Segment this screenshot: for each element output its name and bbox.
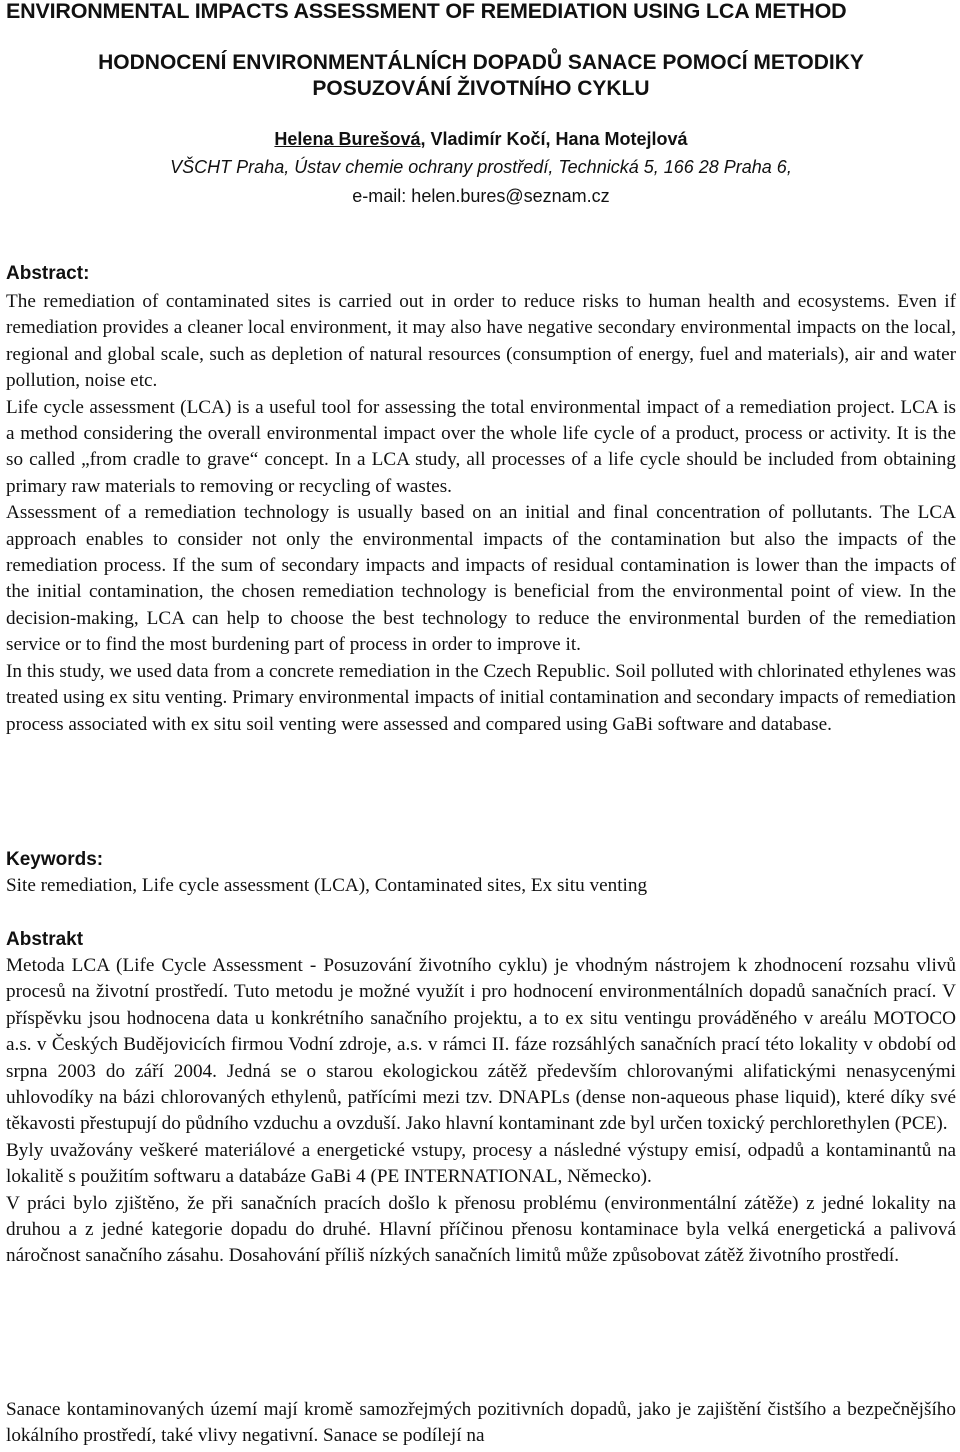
abstrakt-paragraph-1: Metoda LCA (Life Cycle Assessment - Posuzování životního cyklu) je vhodným nástrojem k zhodnocení rozsahu vlivů procesů na životní prostředí. Tuto metodu je možné využít i pro hodnocení environmentálních dopadů sanačních prací. V příspěvku jsou hodnocena data u konkrétního sanačního projektu, a to ex situ ventingu prováděného v areálu MOTOCO a.s. v Českých Budějovicích firmou Vodní zdroje, a.s. v rámci II. fáze rozsáhlých sanačních prací této lokality v období od srpna 2003 do září 2004. Jedná se o starou ekologickou zátěž především chlorovanými alifatickými nenasycenými uhlovodíky na bázi chlorovaných ethylenů, patřícími mezi tzv. DNAPLs (dense non-aqueous phase liquid), které díky své těkavosti přestupují do půdního vzduchu a ovzduší. Jako hlavní kontaminant zde byl určen toxický perchlorethylen (PCE).	[6, 955, 956, 1135]
affiliation: VŠCHT Praha, Ústav chemie ochrany prostředí, Technická 5, 166 28 Praha 6,	[170, 157, 792, 177]
co-authors: , Vladimír Kočí, Hana Motejlová	[420, 129, 688, 149]
abstract-paragraph-1: The remediation of contaminated sites is carried out in order to reduce risks to human health and ecosystems. Even if remediation provides a cleaner local environment, it may also have negative secondary environmental impacts on the local, regional and global scale, such as depletion of natural resources (consumption of energy, fuel and materials), air and water pollution, noise etc.	[6, 291, 956, 392]
abstrakt-paragraph-3: V práci bylo zjištěno, že při sanačních pracích došlo k přenosu problému (environmentální zátěže) z jedné lokality na druhou a z jedné kategorie dopadu do druhé. Hlavní příčinou přenosu kontaminace byla velká energetická a palivová náročnost sanačního zásahu. Dosahování příliš nízkých sanačních limitů může způsobovat zátěž životního prostředí.	[6, 1192, 956, 1267]
abstract-paragraph-4: In this study, we used data from a concrete remediation in the Czech Republic. Soil polluted with chlorinated ethylenes was treated using ex situ venting. Primary environmental impacts of initial contamination and secondary impacts of remediation process associated with ex situ soil venting were assessed and compared using GaBi software and database.	[6, 660, 956, 735]
title-czech	[6, 50, 956, 102]
keywords-heading: Keywords:	[6, 849, 104, 870]
title-czech-line-1: HODNOCENÍ ENVIRONMENTÁLNÍCH DOPADŮ SANACE POMOCÍ METODIKY	[98, 51, 864, 74]
abstract-body	[6, 289, 956, 738]
contact-email: e-mail: helen.bures@seznam.cz	[352, 186, 610, 206]
abstrakt-heading: Abstrakt	[6, 929, 84, 950]
abstrakt-continuation: Sanace kontaminovaných území mají kromě samozřejmých pozitivních dopadů, jako je zajištění čistšího a bezpečnějšího lokálního prostředí, také vlivy negativní. Sanace se podílejí na	[6, 1399, 956, 1447]
keywords-text: Site remediation, Life cycle assessment (LCA), Contaminated sites, Ex situ venting	[6, 875, 648, 896]
author-list	[6, 128, 956, 150]
title-english: ENVIRONMENTAL IMPACTS ASSESSMENT OF REMEDIATION USING LCA METHOD	[6, 0, 847, 23]
title-czech-line-2: POSUZOVÁNÍ ŽIVOTNÍHO CYKLU	[312, 77, 650, 100]
presenting-author: Helena Burešová	[274, 129, 421, 149]
abstrakt-body	[6, 953, 956, 1270]
abstract-heading: Abstract:	[6, 263, 90, 284]
abstract-paragraph-2: Life cycle assessment (LCA) is a useful tool for assessing the total environmental impact of a remediation project. LCA is a method considering the overall environmental impact over the whole life cycle of a product, process or activity. It is the so called „from cradle to grave“ concept. In a LCA study, all processes of a life cycle should be included from obtaining primary raw materials to removing or recycling of wastes.	[6, 396, 956, 497]
abstract-paragraph-3: Assessment of a remediation technology is usually based on an initial and final concentration of pollutants. The LCA approach enables to consider not only the environmental impacts of the contamination but also the impacts of the remediation process. If the sum of secondary impacts and impacts of residual contamination is lower than the impacts of the initial contamination, the chosen remediation technology is beneficial from the environmental point of view. In the decision-making, LCA can help to choose the best technology to reduce the environmental burden of the remediation service or to find the most burdening part of process in order to improve it.	[6, 502, 956, 656]
abstrakt-paragraph-2: Byly uvažovány veškeré materiálové a energetické vstupy, procesy a následné výstupy emisí, odpadů a kontaminantů na lokalitě s použitím softwaru a databáze GaBi 4 (PE INTERNATIONAL, Německo).	[6, 1139, 956, 1188]
